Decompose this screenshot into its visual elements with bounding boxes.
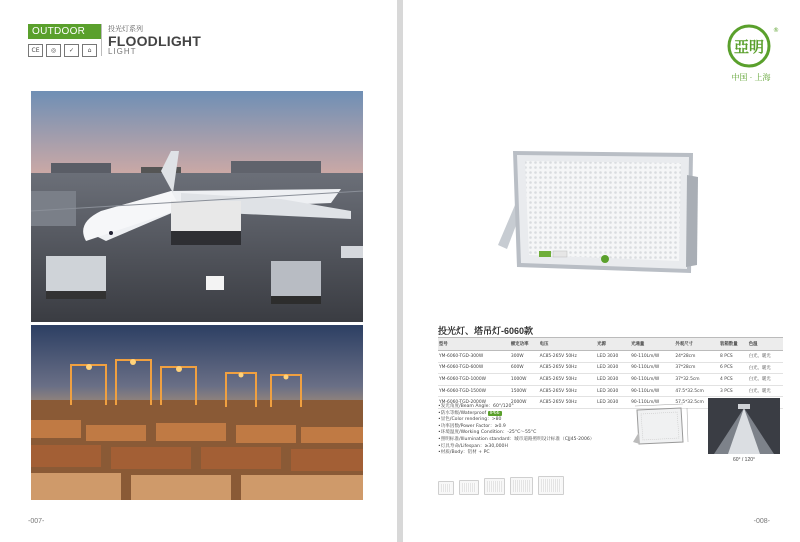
emc-cert-icon: ⌂ (82, 44, 97, 57)
table-cell: 2000W (510, 397, 539, 409)
table-cell: 24*28cm (674, 351, 719, 363)
variant-thumbnail (459, 480, 479, 495)
table-row (438, 351, 783, 363)
table-row (438, 362, 783, 374)
table-cell: 白光、暖光 (748, 385, 783, 397)
table-cell: AC85-265V 50Hz (539, 374, 596, 386)
port-container-photo (31, 325, 363, 500)
table-cell: AC85-265V 50Hz (539, 397, 596, 409)
col-power: 额定功率 (510, 338, 539, 351)
param-power-factor: •功率因数/Power Factor：≥0.9 (438, 423, 506, 429)
table-cell: 47.5*32.5cm (674, 385, 719, 397)
page-number-right: -008- (753, 518, 770, 525)
table-cell: LED 3030 (596, 397, 630, 409)
col-packing: 装箱数量 (719, 338, 748, 351)
table-cell: 37*32.5cm (674, 374, 719, 386)
product-title: 投光灯、塔吊灯-6060款 (438, 326, 534, 336)
col-size: 外观尺寸 (674, 338, 719, 351)
table-cell: AC85-265V 50Hz (539, 385, 596, 397)
brand-name: 亞明 (733, 38, 765, 56)
param-body: •材质/Body：铝材 + PC (438, 450, 490, 456)
col-flux: 光通量 (630, 338, 674, 351)
rohs-cert-icon: ◎ (46, 44, 61, 57)
table-cell: 6 PCS (719, 362, 748, 374)
param-lifespan: •灯具寿命/Lifespan：≥30,000H (438, 443, 508, 449)
page-title: FLOODLIGHT (108, 33, 201, 49)
airport-photo (31, 91, 363, 322)
col-cct: 色温 (748, 338, 783, 351)
beam-angle-diagram (708, 398, 780, 454)
param-waterproof-label: •防水等级/Waterproof (438, 410, 487, 416)
param-cri: •显色/Color rendering：>80 (438, 417, 502, 423)
category-tag: OUTDOOR (28, 24, 102, 39)
table-cell: 600W (510, 362, 539, 374)
header-divider (101, 24, 102, 56)
product-parameters (438, 404, 594, 457)
waterproof-badge: IP66 (489, 410, 500, 416)
table-cell: 8 PCS (719, 351, 748, 363)
col-model: 型号 (438, 338, 510, 351)
table-cell: AC85-265V 50Hz (539, 351, 596, 363)
product-variant-thumbnails (438, 476, 564, 495)
param-working-condition: •环境温度/Working Condition：-25°C～55°C (438, 430, 537, 436)
table-cell: 90-110Lm/W (630, 351, 674, 363)
table-cell: LED 3030 (596, 385, 630, 397)
table-cell: AC85-265V 50Hz (539, 362, 596, 374)
table-cell: 1000W (510, 374, 539, 386)
col-voltage: 电压 (539, 338, 596, 351)
table-cell: 4 PCS (719, 374, 748, 386)
table-cell: 白光、暖光 (748, 351, 783, 363)
table-cell: YM-6060-TGD-300W (438, 351, 510, 363)
table-cell: LED 3030 (596, 374, 630, 386)
table-cell: YM-6060-TGD-1500W (438, 385, 510, 397)
series-label: 投光灯系列 (108, 26, 143, 33)
table-cell: 3 PCS (719, 385, 748, 397)
page-number-left: -007- (28, 518, 45, 525)
param-beam-angle: •发光角度/Beam Angle：60°/120° (438, 404, 514, 409)
variant-thumbnail (438, 481, 454, 495)
page-subtitle: LIGHT (108, 47, 137, 56)
col-source: 光源 (596, 338, 630, 351)
iso-cert-icon: ✓ (64, 44, 79, 57)
table-cell: YM-6060-TGD-2000W (438, 397, 510, 409)
table-cell: 1500W (510, 385, 539, 397)
variant-thumbnail (484, 478, 505, 495)
brand-location: 中国 · 上海 (731, 73, 771, 82)
left-page (0, 0, 397, 542)
param-illumination-standard: •照明标准/Illumination standard：城市道路照明设计标准（CJJ45-2006） (438, 436, 595, 442)
brand-logo-icon (723, 23, 779, 68)
table-row (438, 374, 783, 386)
right-page (403, 0, 800, 542)
variant-thumbnail (510, 477, 533, 495)
registered-mark: ® (773, 27, 779, 34)
table-cell: 90-110Lm/W (630, 374, 674, 386)
dimension-diagram (631, 402, 691, 450)
table-cell: 300W (510, 351, 539, 363)
table-cell: 90-110Lm/W (630, 397, 674, 409)
table-cell: LED 3030 (596, 362, 630, 374)
beam-angle-label: 60° / 120° (732, 457, 756, 463)
table-cell: 57.5*32.5cm (674, 397, 719, 409)
table-cell: 90-110Lm/W (630, 385, 674, 397)
table-cell: YM-6060-TGD-600W (438, 362, 510, 374)
spec-table-header (438, 338, 783, 351)
table-cell: 白光、暖光 (748, 362, 783, 374)
table-cell: 白光、暖光 (748, 374, 783, 386)
ce-cert-icon: CE (28, 44, 43, 57)
floodlight-product-image (493, 135, 708, 295)
variant-thumbnail (538, 476, 564, 495)
certification-icons (28, 44, 97, 57)
table-cell: 37*28cm (674, 362, 719, 374)
table-cell: YM-6060-TGD-1000W (438, 374, 510, 386)
table-row (438, 385, 783, 397)
table-cell: 90-110Lm/W (630, 362, 674, 374)
table-cell: LED 3030 (596, 351, 630, 363)
